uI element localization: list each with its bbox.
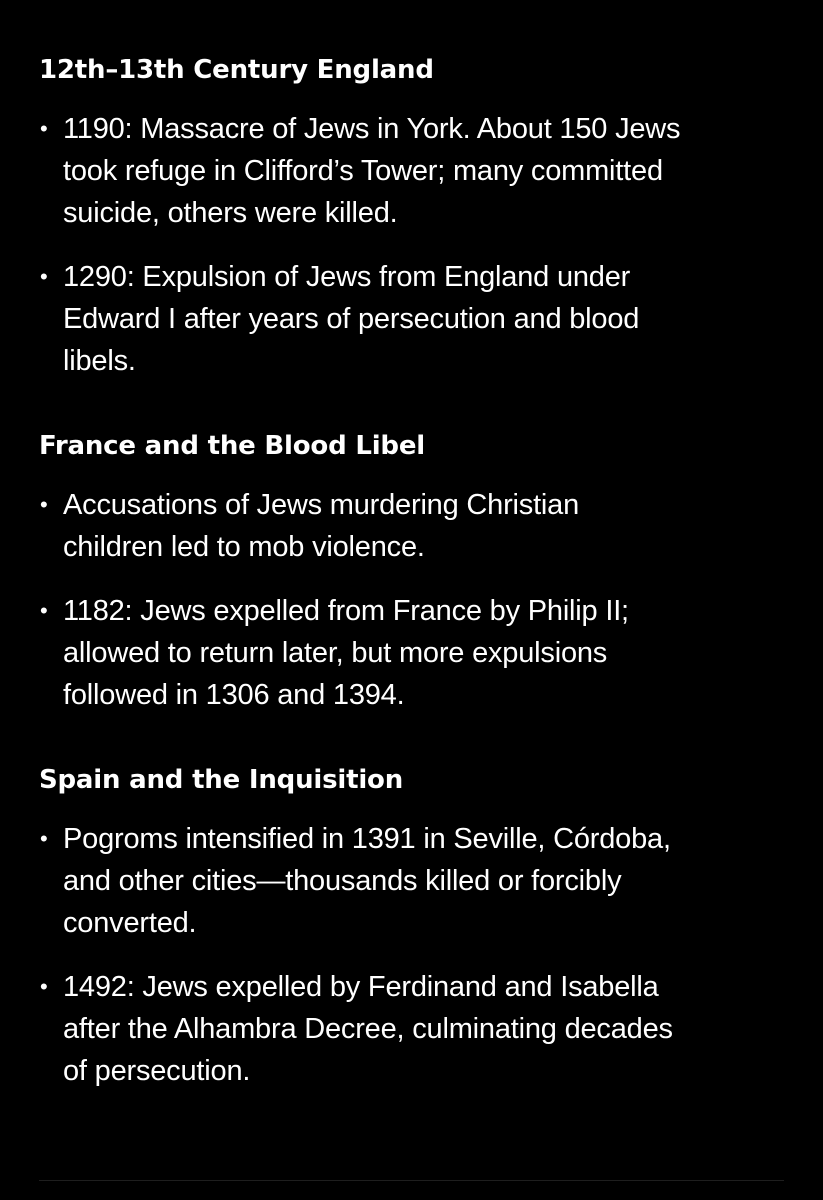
bullet-icon: •: [40, 116, 48, 141]
section-spain: [39, 758, 799, 1092]
list-item: [39, 590, 799, 716]
line: Pogroms intensified in 1391 in Seville, Córdoba,: [63, 823, 671, 855]
line: libels.: [63, 345, 136, 377]
list-item: [39, 484, 799, 568]
line: Edward I after years of persecution and blood: [63, 303, 640, 335]
line: Accusations of Jews murdering Christian: [63, 489, 580, 521]
section-heading: 12th–13th Century England: [39, 55, 434, 85]
line: 1182: Jews expelled from France by Philip II;: [63, 595, 629, 627]
document-body: [39, 48, 799, 1092]
bullet-list: [39, 818, 799, 1092]
line: and other cities—thousands killed or forcibly: [63, 865, 622, 897]
line: allowed to return later, but more expulsions: [63, 637, 608, 669]
bullet-icon: •: [40, 492, 48, 517]
section-heading: France and the Blood Libel: [39, 431, 425, 461]
line: converted.: [63, 907, 197, 939]
section-france: [39, 424, 799, 716]
line: after the Alhambra Decree, culminating decades: [63, 1013, 673, 1045]
line: children led to mob violence.: [63, 531, 425, 563]
bullet-icon: •: [40, 264, 48, 289]
line: 1290: Expulsion of Jews from England under: [63, 261, 631, 293]
line: followed in 1306 and 1394.: [63, 679, 405, 711]
bullet-icon: •: [40, 974, 48, 999]
list-item: [39, 108, 799, 234]
bullet-icon: •: [40, 826, 48, 851]
line: took refuge in Clifford’s Tower; many committed: [63, 155, 663, 187]
line: 1190: Massacre of Jews in York. About 150 Jews: [63, 113, 681, 145]
list-item: [39, 256, 799, 382]
bullet-list: [39, 108, 799, 382]
line: of persecution.: [63, 1055, 251, 1087]
line: suicide, others were killed.: [63, 197, 398, 229]
bullet-list: [39, 484, 799, 716]
divider: [39, 1180, 784, 1181]
section-heading: Spain and the Inquisition: [39, 765, 404, 795]
section-england: [39, 48, 799, 382]
list-item: [39, 966, 799, 1092]
list-item: [39, 818, 799, 944]
line: 1492: Jews expelled by Ferdinand and Isabella: [63, 971, 659, 1003]
bullet-icon: •: [40, 598, 48, 623]
